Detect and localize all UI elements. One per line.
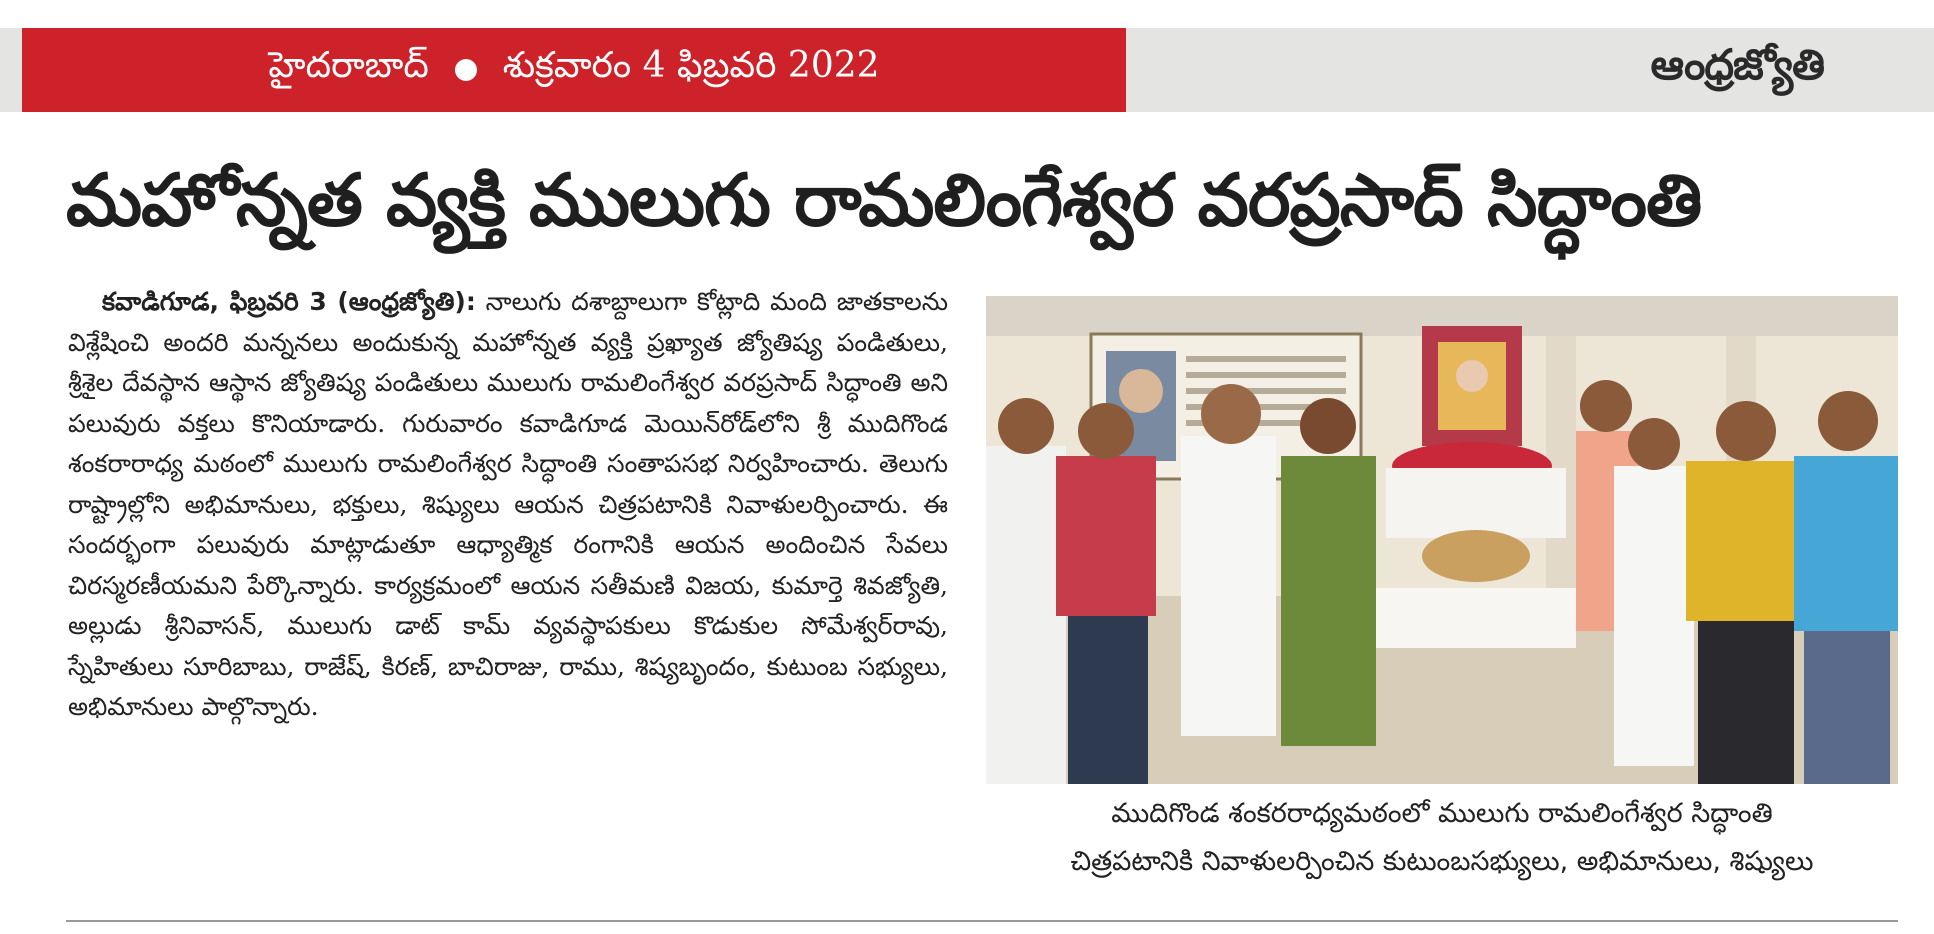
photo-caption-line-2: చిత్రపటానికి నివాళులర్పించిన కుటుంబసభ్యులు, అభిమానులు, శిష్యులు xyxy=(1070,846,1814,877)
article-photo xyxy=(986,296,1898,784)
photo-caption xyxy=(986,790,1898,886)
dateline-banner xyxy=(22,28,1126,112)
article-dateline: కవాడిగూడ, ఫిబ్రవరి 3 (ఆంధ్రజ్యోతి): xyxy=(102,287,476,316)
bullet-dot-icon xyxy=(455,59,477,81)
newspaper-masthead: ఆంధ్రజ్యోతి xyxy=(1650,40,1824,89)
photo-caption-line-1: ముదిగొండ శంకరరాధ్యమఠంలో ములుగు రామలింగేశ్వర సిద్ధాంతి xyxy=(1111,798,1773,829)
article-text: నాలుగు దశాబ్దాలుగా కోట్లాది మంది జాతకాలను విశ్లేషించి అందరి మన్ననలు అందుకున్న మహోన్నత వ్యక్తి ప్రఖ్యాత జ్యోతిష్య పండితులు, శ్రీశైల దేవస్థాన ఆస్థాన జ్యోతిష్య పండితులు ములుగు రామలింగేశ్వర వరప్రసాద్ సిద్ధాంతి అని పలువురు వక్తలు కొనియాడారు. గురువారం కవాడిగూడ మెయిన్‌రోడ్‌లోని శ్రీ ముదిగొండ శంకరారాధ్య మఠంలో ములుగు రామలింగేశ్వర సిద్ధాంతి సంతాపసభ నిర్వహించారు. తెలుగు రాష్ట్రాల్లోని అభిమానులు, భక్తులు, శిష్యులు ఆయన చిత్రపటానికి నివాళులర్పించారు. ఈ సందర్భంగా పలువురు మాట్లాడుతూ ఆధ్యాత్మిక రంగానికి ఆయన అందించిన సేవలు చిరస్మరణీయమని పేర్కొన్నారు. కార్యక్రమంలో ఆయన సతీమణి విజయ, కుమార్తె శివజ్యోతి, అల్లుడు శ్రీనివాసన్, ములుగు డాట్ కామ్ వ్యవస్థాపకులు కొడుకుల సోమేశ్వర్‌రావు, స్నేహితులు సూరిబాబు, రాజేష్, కిరణ్, బాచిరాజు, రాము, శిష్యబృందం, కుటుంబ సభ్యులు, అభిమానులు పాల్గొన్నారు. xyxy=(68,287,948,721)
article-headline: మహోన్నత వ్యక్తి ములుగు రామలింగేశ్వర వరప్రసాద్ సిద్ధాంతి xyxy=(66,158,1702,242)
article-body xyxy=(68,282,948,728)
bottom-divider xyxy=(66,920,1898,922)
city-label: హైదరాబాద్ xyxy=(268,45,429,86)
photo-illustration xyxy=(986,296,1898,784)
date-label: శుక్రవారం 4 ఫిబ్రవరి 2022 xyxy=(502,45,880,86)
